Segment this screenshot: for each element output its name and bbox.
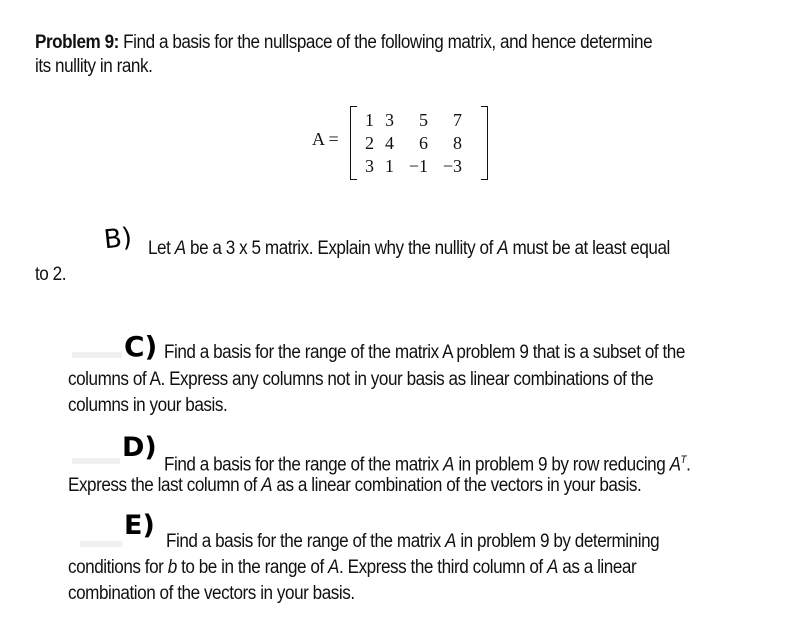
matrix-row [360,110,480,132]
faded-mark [72,352,122,358]
var-a: A [261,475,273,496]
problem-label: Problem 9: [35,32,119,53]
matrix-cell: 4 [385,133,394,153]
handwritten-label-e: E) [124,510,155,541]
matrix-right-bracket [481,106,488,180]
part-e-line-1 [166,530,659,554]
part-d-line-2 [68,474,641,498]
text-span: Express the last column of [68,475,262,496]
text-span: conditions for [68,557,168,578]
problem-text: Find a basis for the nullspace of the following matrix, and hence determine [123,32,653,53]
part-c-line-3: columns in your basis. [68,395,228,416]
var-a: A [443,454,455,476]
faded-mark [72,458,120,464]
text-span: Find a basis for the range of the matrix [166,531,446,552]
text-span: Let [148,238,175,259]
var-a: A [546,557,558,578]
matrix-cell: 8 [453,133,462,153]
matrix-cell: 6 [419,133,428,153]
matrix-cell: −1 [408,156,428,176]
var-b: b [167,557,177,578]
text-span: Find a basis for the range of the matrix [164,454,444,476]
matrix-cell: −3 [442,156,462,176]
matrix-lhs: A = [312,129,339,149]
text-span: must be at least equal [508,238,670,259]
part-d-line-1 [164,448,690,477]
part-b-line-2: to 2. [35,264,67,285]
part-b-line-1 [148,237,670,261]
matrix-cell: 3 [365,156,374,176]
text-span: as a linear [557,557,637,578]
text-span: in problem 9 by row reducing [454,454,670,476]
var-a: A [445,531,457,552]
part-e-line-2 [68,556,636,580]
handwritten-label-b: B) [102,222,134,256]
text-span: as a linear combination of the vectors in your basis. [272,475,642,496]
text-span: . [686,454,691,476]
part-c-line-1: Find a basis for the range of the matrix A problem 9 that is a subset of the [164,342,685,363]
part-c-line-2: columns of A. Express any columns not in your basis as linear combinations of the [68,369,654,390]
text-span: be a 3 x 5 matrix. Explain why the nullity of [185,238,498,259]
text-span: to be in the range of [176,557,329,578]
part-e-line-3: combination of the vectors in your basis. [68,583,355,604]
matrix-cell: 2 [365,133,374,153]
var-a: A [497,238,509,259]
matrix-cell: 1 [365,110,374,130]
problem-9-line-1 [35,31,652,55]
matrix-cell: 3 [385,110,394,130]
var-a: A [669,454,681,476]
problem-9-line-2: its nullity in rank. [35,56,153,77]
transpose-sup: T [680,454,687,466]
matrix-cell: 7 [453,110,462,130]
text-span: in problem 9 by determining [456,531,660,552]
matrix-cell: 1 [385,156,394,176]
handwritten-label-c: C) [124,330,158,363]
faded-mark [80,541,122,547]
text-span: . Express the third column of [339,557,547,578]
matrix-cell: 5 [419,110,428,130]
var-a: A [328,557,340,578]
matrix-row [360,133,480,155]
matrix-row [360,156,480,178]
handwritten-label-d: D) [122,432,157,463]
var-a: A [174,238,186,259]
matrix-body [350,104,488,182]
